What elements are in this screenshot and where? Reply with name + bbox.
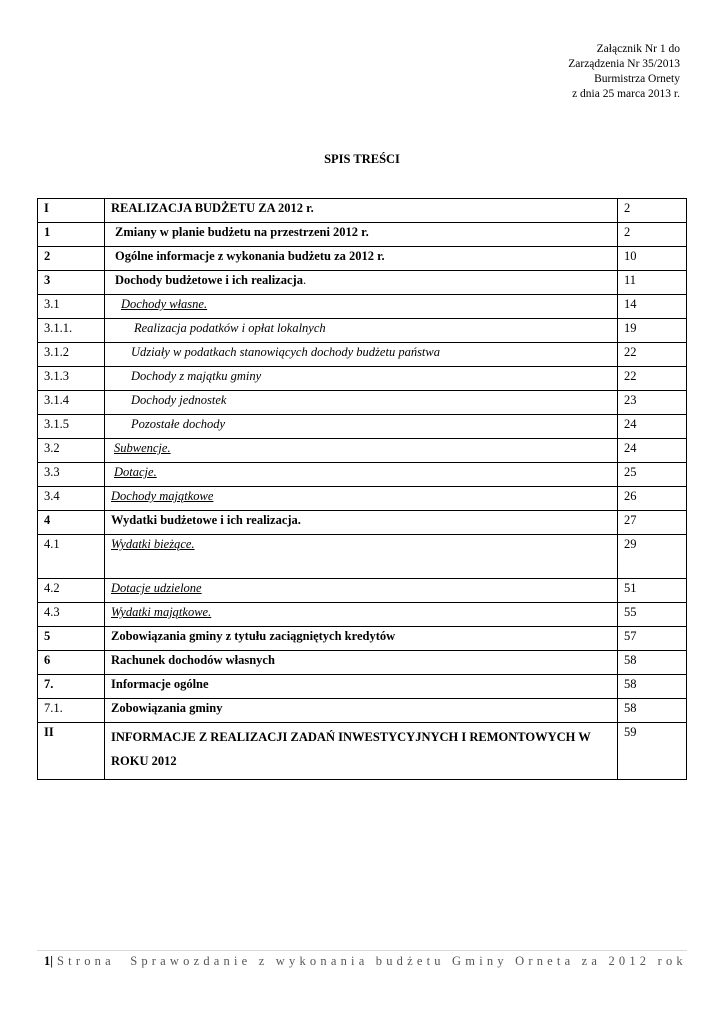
- footer-separator: |: [50, 954, 54, 968]
- header-line: Zarządzenia Nr 35/2013: [568, 58, 680, 70]
- table-of-contents: [37, 198, 687, 780]
- toc-number: 4.3: [38, 603, 105, 627]
- toc-title-link[interactable]: Dochody majątkowe: [111, 489, 214, 503]
- toc-number: 7.: [38, 675, 105, 699]
- toc-title-link[interactable]: Dochody własne.: [121, 297, 208, 311]
- toc-page: 14: [618, 295, 687, 319]
- toc-title: Zobowiązania gminy z tytułu zaciągniętych kredytów: [105, 627, 618, 651]
- toc-page: 19: [618, 319, 687, 343]
- header-line: Burmistrza Ornety: [594, 73, 680, 85]
- toc-title: Zobowiązania gminy: [105, 699, 618, 723]
- toc-page: 22: [618, 343, 687, 367]
- toc-page: 57: [618, 627, 687, 651]
- toc-number: 3.1.5: [38, 415, 105, 439]
- toc-number: 6: [38, 651, 105, 675]
- toc-row: [38, 223, 687, 247]
- toc-title-cell: [105, 535, 618, 579]
- toc-row: [38, 651, 687, 675]
- toc-title-cell: [105, 295, 618, 319]
- toc-number: 5: [38, 627, 105, 651]
- toc-number: 4.2: [38, 579, 105, 603]
- toc-title-cell: [105, 579, 618, 603]
- toc-number: 3.2: [38, 439, 105, 463]
- toc-page: 58: [618, 651, 687, 675]
- toc-title-cell: [105, 271, 618, 295]
- toc-row: [38, 463, 687, 487]
- toc-page: 29: [618, 535, 687, 579]
- toc-page: 58: [618, 699, 687, 723]
- toc-title: Ogólne informacje z wykonania budżetu za 2012 r.: [105, 247, 618, 271]
- toc-page: 26: [618, 487, 687, 511]
- toc-title: Realizacja podatków i opłat lokalnych: [105, 319, 618, 343]
- toc-page: 2: [618, 199, 687, 223]
- toc-number: 7.1.: [38, 699, 105, 723]
- toc-number: 3.3: [38, 463, 105, 487]
- toc-page: 24: [618, 415, 687, 439]
- toc-title: INFORMACJE Z REALIZACJI ZADAŃ INWESTYCYJNYCH I REMONTOWYCH W ROKU 2012: [105, 723, 618, 780]
- toc-page: 10: [618, 247, 687, 271]
- toc-row: [38, 535, 687, 579]
- page-footer: [44, 954, 687, 969]
- toc-title: Wydatki budżetowe i ich realizacja.: [105, 511, 618, 535]
- toc-page: 55: [618, 603, 687, 627]
- toc-title: Dochody z majątku gminy: [105, 367, 618, 391]
- toc-number: 3: [38, 271, 105, 295]
- toc-row: [38, 247, 687, 271]
- toc-title: Informacje ogólne: [105, 675, 618, 699]
- toc-number: 3.1.3: [38, 367, 105, 391]
- footer-page-label: Strona: [57, 954, 115, 968]
- toc-row: [38, 295, 687, 319]
- toc-title: Pozostałe dochody: [105, 415, 618, 439]
- toc-title-cell: [105, 487, 618, 511]
- toc-title-cell: [105, 439, 618, 463]
- toc-number: 3.1.4: [38, 391, 105, 415]
- footer-page-number: 1: [44, 954, 51, 968]
- toc-title-link[interactable]: Wydatki majątkowe.: [111, 605, 212, 619]
- toc-title-link[interactable]: Dotacje.: [114, 465, 157, 479]
- footer-report-title: Sprawozdanie z wykonania budżetu Gminy Orneta za 2012 rok: [130, 954, 687, 968]
- toc-page: 58: [618, 675, 687, 699]
- toc-row: [38, 199, 687, 223]
- toc-row: [38, 271, 687, 295]
- toc-page: 22: [618, 367, 687, 391]
- toc-row: [38, 603, 687, 627]
- toc-title: Dochody jednostek: [105, 391, 618, 415]
- toc-title-suffix: .: [302, 273, 307, 287]
- toc-number: 3.1.2: [38, 343, 105, 367]
- toc-page: 25: [618, 463, 687, 487]
- toc-page: 2: [618, 223, 687, 247]
- toc-title-cell: [105, 603, 618, 627]
- toc-number: 3.1: [38, 295, 105, 319]
- toc-number: II: [38, 723, 105, 780]
- toc-page: 11: [618, 271, 687, 295]
- toc-row: [38, 391, 687, 415]
- toc-row: [38, 627, 687, 651]
- toc-row: [38, 675, 687, 699]
- toc-page: 59: [618, 723, 687, 780]
- toc-page: 51: [618, 579, 687, 603]
- toc-number: 2: [38, 247, 105, 271]
- toc-title: Zmiany w planie budżetu na przestrzeni 2012 r.: [105, 223, 618, 247]
- toc-row: [38, 579, 687, 603]
- toc-title: Dochody budżetowe i ich realizacja: [115, 273, 303, 287]
- toc-number: I: [38, 199, 105, 223]
- toc-page: 23: [618, 391, 687, 415]
- toc-number: 3.4: [38, 487, 105, 511]
- toc-title-link[interactable]: Dotacje udzielone: [111, 581, 202, 595]
- page-title: SPIS TREŚCI: [324, 152, 400, 166]
- toc-number: 3.1.1.: [38, 319, 105, 343]
- toc-row: [38, 343, 687, 367]
- toc-title-link[interactable]: Subwencje.: [114, 441, 171, 455]
- toc-title-link[interactable]: Wydatki bieżące.: [111, 537, 195, 551]
- toc-page: 27: [618, 511, 687, 535]
- toc-title-cell: [105, 463, 618, 487]
- toc-row: [38, 319, 687, 343]
- toc-title: Udziały w podatkach stanowiących dochody budżetu państwa: [105, 343, 618, 367]
- toc-number: 1: [38, 223, 105, 247]
- attachment-header: [568, 42, 680, 102]
- toc-page: 24: [618, 439, 687, 463]
- toc-row: [38, 439, 687, 463]
- toc-title: Rachunek dochodów własnych: [105, 651, 618, 675]
- header-line: z dnia 25 marca 2013 r.: [572, 88, 680, 100]
- toc-row: [38, 511, 687, 535]
- toc-row: [38, 415, 687, 439]
- toc-number: 4.1: [38, 535, 105, 579]
- toc-row: [38, 487, 687, 511]
- toc-number: 4: [38, 511, 105, 535]
- toc-row: [38, 723, 687, 780]
- toc-title: REALIZACJA BUDŻETU ZA 2012 r.: [105, 199, 618, 223]
- footer-divider: [37, 950, 687, 951]
- toc-row: [38, 367, 687, 391]
- header-line: Załącznik Nr 1 do: [596, 43, 680, 55]
- toc-row: [38, 699, 687, 723]
